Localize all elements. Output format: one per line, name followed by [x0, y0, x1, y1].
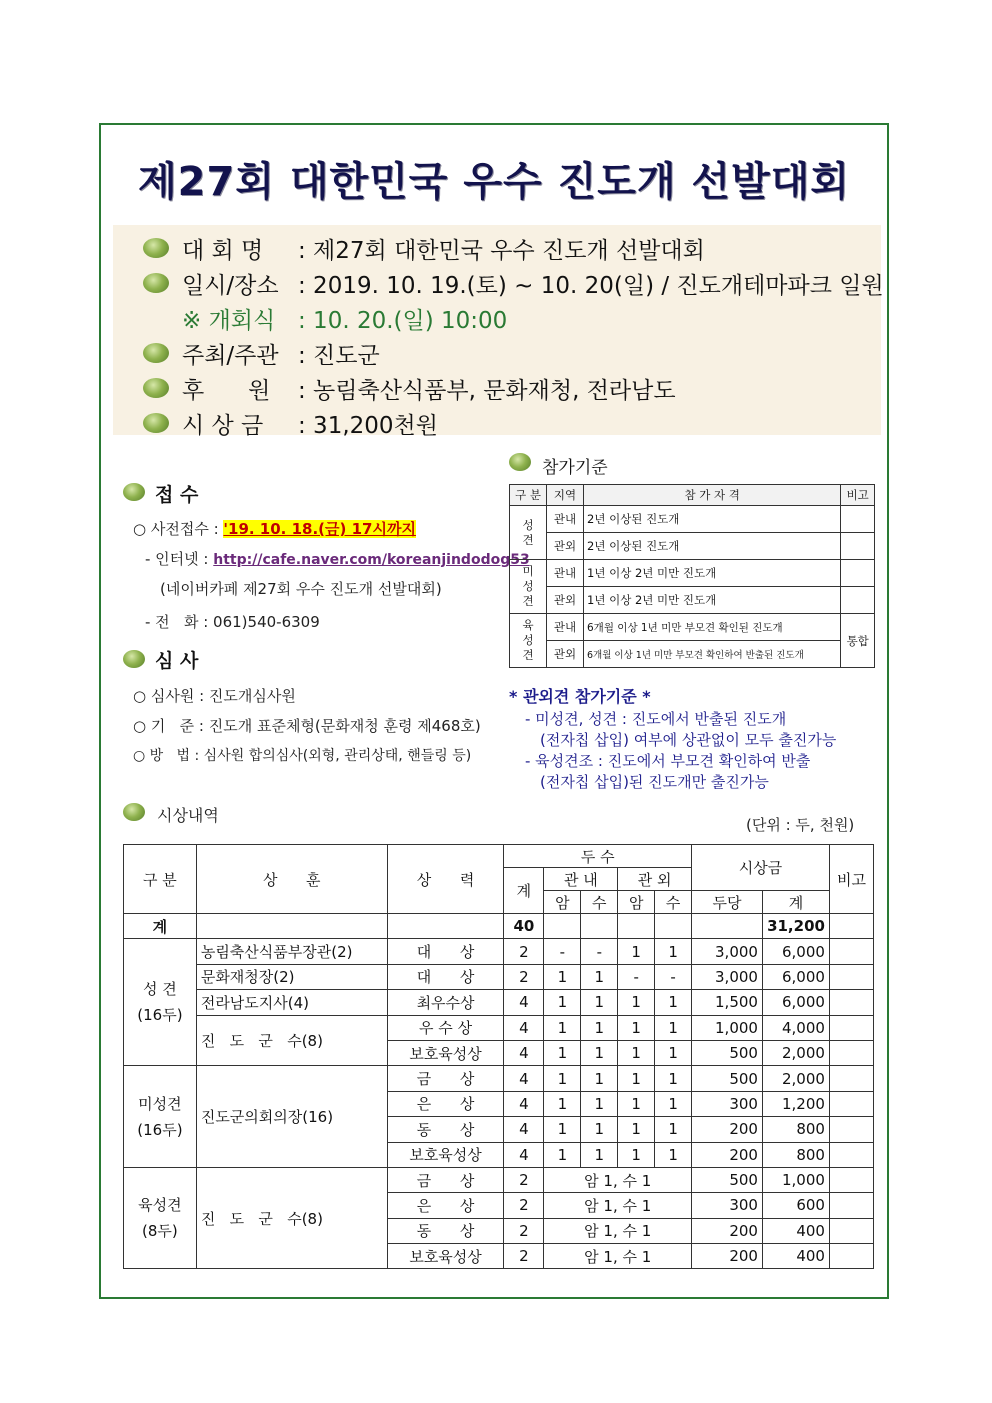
- sum-cell: 400: [762, 1218, 829, 1243]
- info-value: : 31,200천원: [298, 413, 438, 439]
- count-cell: 1: [618, 990, 655, 1015]
- count-cell: 2: [504, 1244, 544, 1269]
- region-cell: 관외: [547, 533, 584, 560]
- count-cell: 1: [581, 1040, 618, 1065]
- count-cell: 1: [655, 1015, 692, 1040]
- total-count: 40: [504, 914, 544, 939]
- sum-cell: 2,000: [762, 1066, 829, 1091]
- category-cell: 미성견 (16두): [124, 1066, 197, 1168]
- per-cell: 200: [692, 1244, 763, 1269]
- count-cell: 1: [618, 1040, 655, 1065]
- header-count: 두 수: [504, 845, 692, 868]
- table-row: [124, 964, 874, 989]
- count-merged-cell: 암 1, 수 1: [544, 1167, 692, 1192]
- count-cell: -: [618, 964, 655, 989]
- prize-cell: 우 수 상: [387, 1015, 504, 1040]
- per-cell: 3,000: [692, 964, 763, 989]
- count-cell: 1: [544, 1066, 581, 1091]
- table-row: [124, 1015, 874, 1040]
- count-cell: 1: [655, 1091, 692, 1116]
- count-cell: 1: [618, 939, 655, 964]
- bullet-icon: [143, 378, 169, 398]
- awards-table: [123, 844, 874, 1269]
- count-cell: 1: [655, 990, 692, 1015]
- info-value: : 10. 20.(일) 10:00: [298, 308, 508, 334]
- note-cell: [841, 533, 875, 560]
- count-cell: -: [544, 939, 581, 964]
- sum-cell: 1,000: [762, 1167, 829, 1192]
- bullet-icon: [123, 650, 145, 668]
- header-note: 비고: [829, 845, 873, 914]
- award-cell: 진 도 군 수(8): [196, 1015, 387, 1066]
- info-date-place: [182, 267, 884, 300]
- count-cell: 1: [581, 1142, 618, 1167]
- reception-internet: [145, 548, 530, 569]
- count-cell: 1: [544, 1117, 581, 1142]
- total-label: 계: [124, 914, 197, 939]
- reception-internet-label: - 인터넷 :: [145, 550, 209, 568]
- table-header: 지역: [547, 485, 584, 506]
- count-cell: 1: [618, 1117, 655, 1142]
- bullet-icon: [509, 453, 531, 471]
- note-cell: [841, 560, 875, 587]
- count-cell: 2: [504, 939, 544, 964]
- info-opening: [182, 302, 507, 335]
- judging-line: ○ 방 법 : 심사원 합의심사(외형, 관리상태, 핸들링 등): [133, 748, 472, 764]
- group-cell: 육 성 견: [510, 614, 547, 668]
- awards-unit: (단위 : 두, 천원): [746, 816, 855, 834]
- per-cell: 200: [692, 1218, 763, 1243]
- reception-internet-note: (네이버카페 제27회 우수 진도개 선발대회): [160, 580, 442, 598]
- header-male: 수: [655, 891, 692, 914]
- prize-cell: 대 상: [387, 964, 504, 989]
- per-cell: 300: [692, 1091, 763, 1116]
- header-category: 구 분: [124, 845, 197, 914]
- count-cell: 1: [618, 1066, 655, 1091]
- outside-rules-line: (전자칩 삽입)된 진도개만 출진가능: [540, 773, 769, 791]
- sum-cell: 800: [762, 1142, 829, 1167]
- prize-cell: 최우수상: [387, 990, 504, 1015]
- count-cell: 1: [655, 1142, 692, 1167]
- qual-cell: 1년 이상 2년 미만 진도개: [584, 560, 841, 587]
- note-cell: [829, 1218, 873, 1243]
- note-cell: [829, 964, 873, 989]
- count-cell: -: [655, 964, 692, 989]
- reception-pre-label: ○ 사전접수 :: [133, 520, 219, 538]
- info-sponsor: [182, 372, 676, 405]
- qual-cell: 1년 이상 2년 미만 진도개: [584, 587, 841, 614]
- info-value: : 농림축산식품부, 문화재청, 전라남도: [298, 378, 676, 404]
- info-value: : 진도군: [298, 343, 380, 369]
- header-male: 수: [581, 891, 618, 914]
- region-cell: 관내: [547, 506, 584, 533]
- outside-rules-line: - 미성견, 성견 : 진도에서 반출된 진도개: [525, 710, 787, 728]
- note-cell: [829, 1167, 873, 1192]
- header-award: 상 훈: [196, 845, 387, 914]
- award-cell: 진도군의회의장(16): [196, 1066, 387, 1168]
- info-value: : 2019. 10. 19.(토) ~ 10. 20(일) / 진도개테마파크 일원: [298, 273, 884, 299]
- count-cell: 1: [618, 1091, 655, 1116]
- header-female: 암: [544, 891, 581, 914]
- per-cell: 500: [692, 1066, 763, 1091]
- award-cell: 문화재청장(2): [196, 964, 387, 989]
- count-cell: -: [581, 939, 618, 964]
- sum-cell: 6,000: [762, 990, 829, 1015]
- qual-cell: 6개월 이상 1년 미만 부모견 확인된 진도개: [584, 614, 841, 641]
- count-cell: 1: [544, 964, 581, 989]
- count-cell: 4: [504, 1091, 544, 1116]
- bullet-icon: [123, 803, 145, 821]
- bullet-icon: [143, 413, 169, 433]
- reception-heading: 접 수: [155, 484, 199, 506]
- note-cell: [829, 1142, 873, 1167]
- reception-link[interactable]: http://cafe.naver.com/koreanjindodog53: [213, 552, 530, 568]
- sum-cell: 6,000: [762, 939, 829, 964]
- prize-cell: 동 상: [387, 1117, 504, 1142]
- sum-cell: 600: [762, 1193, 829, 1218]
- award-cell: 전라남도지사(4): [196, 990, 387, 1015]
- table-row: [124, 990, 874, 1015]
- count-cell: 1: [581, 1015, 618, 1040]
- note-cell: [829, 1244, 873, 1269]
- reception-pre: [133, 518, 416, 539]
- header-female: 암: [618, 891, 655, 914]
- count-cell: 2: [504, 1167, 544, 1192]
- per-cell: 300: [692, 1193, 763, 1218]
- count-merged-cell: 암 1, 수 1: [544, 1244, 692, 1269]
- note-cell: [829, 939, 873, 964]
- qual-cell: 6개월 이상 1년 미만 부모견 확인하여 반출된 진도개: [584, 641, 841, 668]
- table-header: 비고: [841, 485, 875, 506]
- per-cell: 1,500: [692, 990, 763, 1015]
- count-cell: 1: [655, 939, 692, 964]
- count-cell: 1: [581, 964, 618, 989]
- info-label: 대 회 명: [182, 238, 264, 264]
- prize-cell: 보호육성상: [387, 1244, 504, 1269]
- category-cell: 성 견 (16두): [124, 939, 197, 1066]
- region-cell: 관외: [547, 641, 584, 668]
- sum-cell: 2,000: [762, 1040, 829, 1065]
- bullet-icon: [143, 343, 169, 363]
- category-cell: 육성견 (8두): [124, 1167, 197, 1269]
- count-cell: 1: [544, 1040, 581, 1065]
- qual-cell: 2년 이상된 진도개: [584, 506, 841, 533]
- info-prize-money: [182, 407, 438, 440]
- judging-line: ○ 기 준 : 진도개 표준체형(문화재청 훈령 제468호): [133, 717, 481, 735]
- header-money-total: 계: [762, 891, 829, 914]
- prize-cell: 보호육성상: [387, 1142, 504, 1167]
- note-cell: [829, 1117, 873, 1142]
- count-merged-cell: 암 1, 수 1: [544, 1218, 692, 1243]
- sum-cell: 4,000: [762, 1015, 829, 1040]
- header-inside: 관 내: [544, 868, 618, 891]
- table-header: 참 가 자 격: [584, 485, 841, 506]
- prize-cell: 동 상: [387, 1218, 504, 1243]
- count-cell: 1: [544, 990, 581, 1015]
- table-row: [124, 1066, 874, 1091]
- note-cell: [829, 1066, 873, 1091]
- sum-cell: 6,000: [762, 964, 829, 989]
- count-cell: 4: [504, 1117, 544, 1142]
- bullet-icon: [143, 238, 169, 258]
- per-cell: 1,000: [692, 1015, 763, 1040]
- note-cell: [829, 1040, 873, 1065]
- count-cell: 1: [544, 1091, 581, 1116]
- group-cell: 미 성 견: [510, 560, 547, 614]
- judging-heading: 심 사: [155, 650, 199, 672]
- count-cell: 4: [504, 1015, 544, 1040]
- info-label: 주최/주관: [182, 343, 279, 369]
- note-cell: 통합: [841, 614, 875, 668]
- judging-line: ○ 심사원 : 진도개심사원: [133, 687, 296, 705]
- count-cell: 4: [504, 1142, 544, 1167]
- count-cell: 1: [581, 1066, 618, 1091]
- count-cell: 1: [655, 1117, 692, 1142]
- count-cell: 1: [581, 1117, 618, 1142]
- header-outside: 관 외: [618, 868, 692, 891]
- prize-cell: 은 상: [387, 1193, 504, 1218]
- outside-rules-line: (전자칩 삽입) 여부에 상관없이 모두 출진가능: [540, 731, 837, 749]
- prize-cell: 은 상: [387, 1091, 504, 1116]
- prize-cell: 대 상: [387, 939, 504, 964]
- header-total: 계: [504, 868, 544, 914]
- participation-table: [509, 484, 875, 668]
- info-label: 일시/장소: [182, 273, 279, 299]
- note-cell: [829, 990, 873, 1015]
- count-cell: 2: [504, 964, 544, 989]
- count-cell: 1: [655, 1040, 692, 1065]
- note-cell: [829, 1091, 873, 1116]
- count-cell: 1: [618, 1015, 655, 1040]
- count-cell: 1: [581, 990, 618, 1015]
- outside-rules-title: * 관외견 참가기준 *: [509, 687, 651, 706]
- sum-cell: 800: [762, 1117, 829, 1142]
- total-money: 31,200: [762, 914, 829, 939]
- page-title: 제27회 대한민국 우수 진도개 선발대회: [138, 159, 850, 205]
- sum-cell: 400: [762, 1244, 829, 1269]
- note-cell: [841, 506, 875, 533]
- count-cell: 4: [504, 990, 544, 1015]
- info-event-name: [182, 232, 705, 265]
- group-cell: 성 견: [510, 506, 547, 560]
- per-cell: 3,000: [692, 939, 763, 964]
- header-money: 시상금: [692, 845, 830, 891]
- participation-heading: 참가기준: [542, 458, 608, 478]
- per-cell: 200: [692, 1117, 763, 1142]
- reception-phone: - 전 화 : 061)540-6309: [145, 613, 320, 631]
- reception-deadline: '19. 10. 18.(금) 17시까지: [223, 520, 416, 538]
- prize-cell: 금 상: [387, 1066, 504, 1091]
- awards-heading: 시상내역: [157, 806, 219, 825]
- per-cell: 500: [692, 1040, 763, 1065]
- region-cell: 관내: [547, 560, 584, 587]
- info-label: 후 원: [182, 378, 271, 404]
- info-host: [182, 337, 380, 370]
- count-cell: 1: [544, 1015, 581, 1040]
- count-cell: 4: [504, 1066, 544, 1091]
- count-cell: 1: [544, 1142, 581, 1167]
- region-cell: 관외: [547, 587, 584, 614]
- table-header: 구 분: [510, 485, 547, 506]
- award-cell: 농림축산식품부장관(2): [196, 939, 387, 964]
- prize-cell: 금 상: [387, 1167, 504, 1192]
- bullet-icon: [123, 483, 145, 501]
- header-per: 두당: [692, 891, 763, 914]
- region-cell: 관내: [547, 614, 584, 641]
- info-label: ※ 개회식: [182, 308, 276, 334]
- info-label: 시 상 금: [182, 413, 264, 439]
- note-cell: [841, 587, 875, 614]
- bullet-icon: [143, 273, 169, 293]
- table-row: [124, 1167, 874, 1192]
- count-cell: 4: [504, 1040, 544, 1065]
- count-cell: 1: [655, 1066, 692, 1091]
- count-cell: 1: [581, 1091, 618, 1116]
- count-cell: 2: [504, 1218, 544, 1243]
- count-merged-cell: 암 1, 수 1: [544, 1193, 692, 1218]
- header-prize: 상 력: [387, 845, 504, 914]
- qual-cell: 2년 이상된 진도개: [584, 533, 841, 560]
- note-cell: [829, 1193, 873, 1218]
- note-cell: [829, 1015, 873, 1040]
- info-value: : 제27회 대한민국 우수 진도개 선발대회: [298, 238, 705, 264]
- prize-cell: 보호육성상: [387, 1040, 504, 1065]
- per-cell: 500: [692, 1167, 763, 1192]
- count-cell: 1: [618, 1142, 655, 1167]
- outside-rules-line: - 육성견조 : 진도에서 부모견 확인하여 반출: [525, 752, 811, 770]
- count-cell: 2: [504, 1193, 544, 1218]
- award-cell: 진 도 군 수(8): [196, 1167, 387, 1269]
- sum-cell: 1,200: [762, 1091, 829, 1116]
- per-cell: 200: [692, 1142, 763, 1167]
- table-row: [124, 939, 874, 964]
